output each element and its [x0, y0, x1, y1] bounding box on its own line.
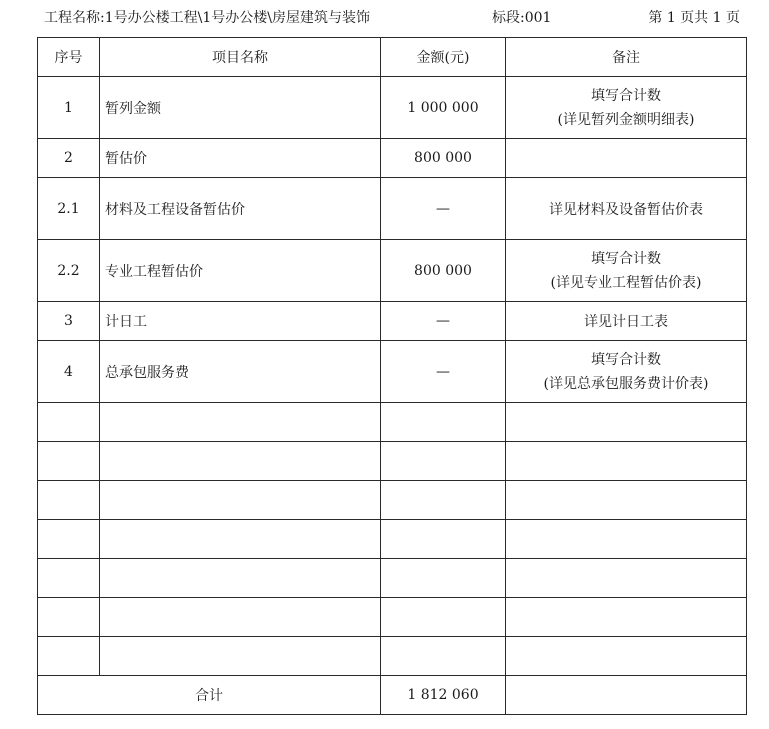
table-header-row [38, 38, 747, 77]
note-line-2: (详见总承包服务费计价表) [543, 375, 709, 392]
empty-cell [100, 637, 381, 676]
row-seq: 2 [38, 139, 100, 178]
empty-row [38, 481, 747, 520]
project-name: 工程名称:1号办公楼工程\1号办公楼\房屋建筑与装饰 [44, 10, 370, 26]
row-seq: 4 [38, 341, 100, 403]
empty-cell [100, 481, 381, 520]
empty-cell [506, 637, 747, 676]
row-note [506, 240, 747, 302]
page-indicator: 第 1 页共 1 页 [648, 10, 740, 26]
empty-cell [506, 481, 747, 520]
col-header-seq: 序号 [38, 38, 100, 77]
empty-cell [381, 598, 506, 637]
row-name: 总承包服务费 [100, 341, 381, 403]
col-header-amount: 金额(元) [381, 38, 506, 77]
empty-cell [38, 559, 100, 598]
empty-cell [381, 520, 506, 559]
row-name: 计日工 [100, 302, 381, 341]
total-amount: 1 812 060 [381, 676, 506, 715]
section-label: 标段:001 [492, 10, 552, 26]
note-line-1: 填写合计数 [591, 250, 661, 267]
table-row [38, 178, 747, 240]
empty-cell [381, 637, 506, 676]
row-note [506, 341, 747, 403]
row-amount: 800 000 [381, 240, 506, 302]
empty-cell [506, 559, 747, 598]
row-amount: — [381, 302, 506, 341]
empty-cell [100, 559, 381, 598]
col-header-name: 项目名称 [100, 38, 381, 77]
empty-row [38, 520, 747, 559]
empty-cell [506, 520, 747, 559]
empty-row [38, 559, 747, 598]
other-items-table [37, 37, 747, 715]
row-amount: 800 000 [381, 139, 506, 178]
row-name: 暂估价 [100, 139, 381, 178]
note-line-1: 填写合计数 [591, 87, 661, 104]
note-line-2: (详见专业工程暂估价表) [550, 274, 702, 291]
row-seq: 1 [38, 77, 100, 139]
empty-cell [381, 442, 506, 481]
col-header-note: 备注 [506, 38, 747, 77]
empty-cell [38, 598, 100, 637]
empty-cell [100, 442, 381, 481]
empty-cell [506, 442, 747, 481]
row-name: 暂列金额 [100, 77, 381, 139]
empty-cell [100, 520, 381, 559]
empty-row [38, 598, 747, 637]
empty-cell [38, 520, 100, 559]
total-row [38, 676, 747, 715]
empty-cell [38, 442, 100, 481]
note-line-2: (详见暂列金额明细表) [557, 111, 695, 128]
row-seq: 2.1 [38, 178, 100, 240]
row-amount: — [381, 178, 506, 240]
table-row [38, 77, 747, 139]
empty-cell [100, 403, 381, 442]
row-note: 详见材料及设备暂估价表 [506, 178, 747, 240]
empty-cell [381, 481, 506, 520]
empty-cell [381, 559, 506, 598]
row-note [506, 77, 747, 139]
empty-cell [506, 598, 747, 637]
row-seq: 3 [38, 302, 100, 341]
empty-cell [38, 637, 100, 676]
total-label: 合计 [38, 676, 381, 715]
row-note: 详见计日工表 [506, 302, 747, 341]
page-header [0, 0, 769, 36]
note-line-1: 填写合计数 [591, 351, 661, 368]
empty-cell [100, 598, 381, 637]
row-name: 专业工程暂估价 [100, 240, 381, 302]
empty-cell [38, 481, 100, 520]
table-row [38, 341, 747, 403]
row-seq: 2.2 [38, 240, 100, 302]
table-row [38, 139, 747, 178]
row-amount: 1 000 000 [381, 77, 506, 139]
table-row [38, 240, 747, 302]
empty-cell [381, 403, 506, 442]
empty-cell [38, 403, 100, 442]
total-note [506, 676, 747, 715]
empty-row [38, 442, 747, 481]
row-name: 材料及工程设备暂估价 [100, 178, 381, 240]
row-amount: — [381, 341, 506, 403]
row-note [506, 139, 747, 178]
empty-cell [506, 403, 747, 442]
empty-row [38, 403, 747, 442]
empty-row [38, 637, 747, 676]
table-row [38, 302, 747, 341]
